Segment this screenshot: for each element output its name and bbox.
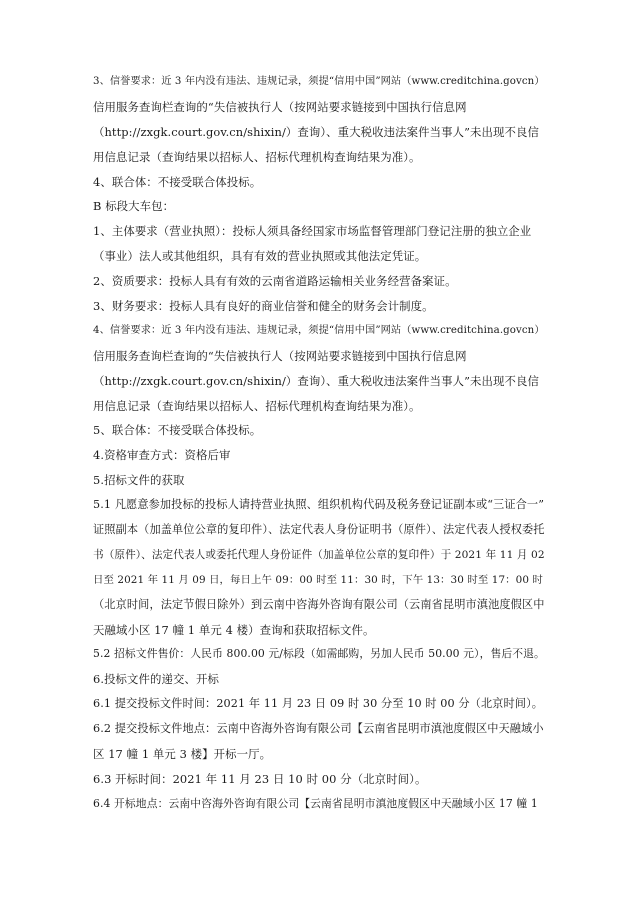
section-heading: 4.资格审查方式：资格后审 — [93, 448, 231, 463]
paragraph-line: （北京时间，法定节假日除外）到云南中咨海外咨询有限公司（云南省昆明市滇池度假区中 — [93, 597, 545, 611]
paragraph-line: 6.1 提交投标文件时间：2021 年 11 月 23 日 09 时 30 分至 10 时 00 分（北京时间）。 — [93, 697, 544, 711]
section-heading: 5.招标文件的获取 — [93, 473, 185, 488]
paragraph-line: （http://zxgk.court.gov.cn/shixin/）查询）、重大税收违法案件当事人”未出现不良信 — [93, 124, 539, 139]
paragraph-line: 6.3 开标时间：2021 年 11 月 23 日 10 时 00 分（北京时间）。 — [93, 771, 427, 786]
paragraph-line: （事业）法人或其他组织，具有有效的营业执照或其他法定凭证。 — [93, 249, 427, 264]
paragraph-line: 1、主体要求（营业执照）：投标人须具备经国家市场监督管理部门登记注册的独立企业 — [93, 224, 532, 239]
paragraph-line: 6.2 提交投标文件地点：云南中咨海外咨询有限公司【云南省昆明市滇池度假区中天融域小 — [93, 722, 544, 736]
paragraph-line: 区 17 幢 1 单元 3 楼】开标一厅。 — [93, 747, 272, 762]
paragraph-line: 4、联合体：不接受联合体投标。 — [93, 174, 262, 189]
section-heading: B 标段大车包： — [93, 199, 175, 214]
paragraph-line: 3、信誉要求：近 3 年内没有违法、违规记录，须提“信用中国”网站（www.creditchina.govcn） — [93, 76, 545, 87]
paragraph-line: 用信息记录（查询结果以招标人、招标代理机构查询结果为准）。 — [93, 398, 421, 413]
section-heading: 6.投标文件的递交、开标 — [93, 672, 219, 687]
paragraph-line: 天融域小区 17 幢 1 单元 4 楼）查询和获取招标文件。 — [93, 622, 375, 637]
paragraph-line: 6.4 开标地点：云南中咨海外咨询有限公司【云南省昆明市滇池度假区中天融域小区 17 幢 1 — [93, 796, 538, 810]
paragraph-line: 用信息记录（查询结果以招标人、招标代理机构查询结果为准）。 — [93, 149, 421, 164]
paragraph-line: 信用服务查询栏查询的“失信被执行人（按网站要求链接到中国执行信息网 — [93, 348, 467, 363]
paragraph-line: 5、联合体：不接受联合体投标。 — [93, 423, 262, 438]
paragraph-line: 书（原件）、法定代表人或委托代理人身份证件（加盖单位公章的复印件）于 2021 年 11 月 02 — [93, 548, 545, 561]
paragraph-line: 3、财务要求：投标人具有良好的商业信誉和健全的财务会计制度。 — [93, 299, 434, 314]
paragraph-line: 日至 2021 年 11 月 09 日，每日上午 09：00 时至 11：30 时，下午 13：30 时至 17：00 时 — [93, 573, 543, 586]
paragraph-line: 信用服务查询栏查询的“失信被执行人（按网站要求链接到中国执行信息网 — [93, 99, 467, 114]
paragraph-line: （http://zxgk.court.gov.cn/shixin/）查询）、重大税收违法案件当事人”未出现不良信 — [93, 373, 539, 388]
document-body — [93, 70, 543, 817]
paragraph-line: 5.1 凡愿意参加投标的投标人请持营业执照、组织机构代码及税务登记证副本或“三证合一” — [93, 498, 545, 512]
paragraph-line: 2、资质要求：投标人具有有效的云南省道路运输相关业务经营备案证。 — [93, 274, 457, 289]
paragraph-line: 证照副本（加盖单位公章的复印件）、法定代表人身份证明书（原件）、法定代表人授权委托 — [93, 523, 545, 537]
paragraph-line: 5.2 招标文件售价：人民币 800.00 元/标段（如需邮购，另加人民币 50.00 元），售后不退。 — [93, 647, 545, 661]
paragraph-line: 4、信誉要求：近 3 年内没有违法、违规记录，须提“信用中国”网站（www.creditchina.govcn） — [93, 324, 545, 336]
